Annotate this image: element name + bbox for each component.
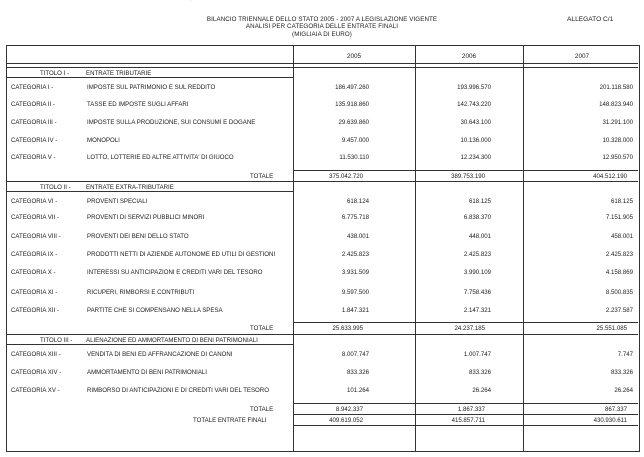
value-2005: 9.597.500 [341, 289, 369, 296]
category-code: CATEGORIA VII - [11, 214, 59, 221]
value-2005: 438.001 [346, 233, 369, 240]
totale-finali-2006: 415.857.711 [451, 417, 485, 424]
category-desc: TASSE ED IMPOSTE SUGLI AFFARI [87, 101, 189, 108]
category-code: CATEGORIA X - [11, 269, 56, 276]
category-code: CATEGORIA XI - [11, 289, 58, 296]
value-2005: 1.847.321 [341, 307, 369, 314]
value-2007: 4.158.869 [605, 269, 633, 276]
value-2006: 7.758.436 [463, 289, 491, 296]
totale-finali-label: TOTALE ENTRATE FINALI [193, 417, 267, 424]
value-2005: 618.124 [346, 198, 369, 205]
section-code: TITOLO III - [40, 337, 73, 344]
totale-2006: 1.867.337 [457, 406, 485, 413]
report-units: (MIGLIAIA DI EURO) [292, 30, 352, 38]
value-2006: 448.001 [468, 233, 491, 240]
value-2007: 7.747 [617, 351, 633, 358]
value-2005: 3.931.509 [341, 269, 369, 276]
value-2005: 833.326 [346, 369, 369, 376]
section-name: ENTRATE EXTRA-TRIBUTARIE [86, 184, 174, 191]
section-rule [6, 334, 638, 335]
value-2007: 31.291.100 [602, 119, 633, 126]
category-code: CATEGORIA I - [11, 84, 54, 91]
year-2007: 2007 [574, 53, 590, 60]
category-code: CATEGORIA XIII - [11, 351, 61, 358]
value-2005: 2.425.823 [341, 251, 369, 258]
value-2006: 833.326 [468, 369, 491, 376]
value-2005: 29.639.860 [338, 119, 369, 126]
totale-label: TOTALE [250, 406, 274, 413]
value-2006: 26.264 [472, 387, 491, 394]
section-code: TITOLO II - [40, 184, 71, 191]
value-2006: 2.147.321 [463, 307, 491, 314]
value-2006: 6.838.370 [463, 214, 491, 221]
header-rule [6, 67, 638, 68]
value-2005: 6.775.718 [341, 214, 369, 221]
value-2007: 2.237.587 [605, 307, 633, 314]
value-2007: 12.950.570 [602, 154, 633, 161]
category-desc: RICUPERI, RIMBORSI E CONTRIBUTI [87, 289, 195, 296]
category-desc: PROVENTI DI SERVIZI PUBBLICI MINORI [87, 214, 205, 221]
value-2006: 10.136.000 [460, 137, 491, 144]
section-code: TITOLO I - [40, 70, 70, 77]
value-2005: 11.530.110 [339, 154, 369, 161]
totale-2007: 404.512.190 [593, 173, 627, 180]
category-desc: PROVENTI SPECIALI [87, 198, 148, 205]
category-code: CATEGORIA XIV - [11, 369, 62, 376]
total-rule [293, 170, 638, 171]
value-2007: 2.425.823 [605, 251, 633, 258]
totale-2006: 389.753.190 [451, 173, 485, 180]
value-2006: 30.643.100 [460, 119, 491, 126]
section-rule [6, 344, 293, 345]
value-2006: 12.234.300 [460, 154, 491, 161]
value-2006: 142.743.220 [457, 101, 491, 108]
category-desc: LOTTO, LOTTERIE ED ALTRE ATTIVITA' DI GIUOCO [87, 154, 234, 161]
totale-2005: 25.633.995 [332, 325, 363, 332]
category-desc: IMPOSTE SUL PATRIMONIO E SUL REDDITO [87, 84, 216, 91]
value-2007: 618.125 [610, 198, 633, 205]
totale-2007: 25.551.085 [596, 325, 627, 332]
year-2005: 2005 [346, 53, 362, 60]
value-2007: 8.500.835 [605, 289, 633, 296]
value-2005: 101.264 [346, 387, 369, 394]
value-2006: 193.996.570 [457, 84, 491, 91]
report-subtitle: ANALISI PER CATEGORIA DELLE ENTRATE FINALI [245, 23, 399, 31]
category-desc: PRODOTTI NETTI DI AZIENDE AUTONOME ED UTILI DI GESTIONI [87, 251, 276, 258]
scan-mark: ` [190, 0, 192, 6]
category-code: CATEGORIA II - [11, 101, 55, 108]
category-desc: PROVENTI DEI BENI DELLO STATO [87, 233, 189, 240]
totale-label: TOTALE [250, 173, 274, 180]
totale-label: TOTALE [250, 325, 274, 332]
value-2005: 8.007.747 [341, 351, 369, 358]
total-rule [293, 322, 638, 323]
value-2007: 26.264 [614, 387, 633, 394]
category-desc: INTERESSI SU ANTICIPAZIONI E CREDITI VARI DEL TESORO [87, 269, 263, 276]
header-rule [6, 63, 638, 64]
allegato-label: ALLEGATO C/1 [567, 16, 614, 23]
total-rule [293, 403, 638, 404]
category-desc: AMMORTAMENTO DI BENI PATRIMONIALI [87, 369, 207, 376]
value-2007: 148.823.940 [599, 101, 633, 108]
value-2007: 10.328.000 [602, 137, 633, 144]
column-divider [415, 45, 416, 452]
value-2007: 201.118.580 [599, 84, 633, 91]
total-rule [293, 425, 638, 426]
value-2007: 458.001 [610, 233, 633, 240]
section-name: ENTRATE TRIBUTARIE [86, 70, 152, 77]
totale-2005: 375.042.720 [329, 173, 363, 180]
section-rule [6, 191, 293, 192]
category-code: CATEGORIA XII - [11, 307, 59, 314]
section-rule [6, 181, 638, 182]
report-header [0, 16, 644, 38]
section-name: ALIENAZIONE ED AMMORTAMENTO DI BENI PATRIMONIALI [86, 337, 258, 344]
totale-2007: 867.337 [604, 406, 627, 413]
totale-2005: 8.942.337 [335, 406, 363, 413]
value-2006: 3.990.109 [463, 269, 491, 276]
year-2006: 2006 [461, 53, 477, 60]
totale-finali-2007: 430.930.611 [593, 417, 627, 424]
category-code: CATEGORIA VIII - [11, 233, 61, 240]
value-2005: 135.918.860 [335, 101, 369, 108]
value-2005: 186.497.260 [335, 84, 369, 91]
value-2007: 7.151.905 [605, 214, 633, 221]
category-code: CATEGORIA VI - [11, 198, 58, 205]
category-desc: VENDITA DI BENI ED AFFRANCAZIONE DI CANONI [87, 351, 233, 358]
category-desc: PARTITE CHE SI COMPENSANO NELLA SPESA [87, 307, 223, 314]
category-desc: IMPOSTE SULLA PRODUZIONE, SUI CONSUMI E DOGANE [87, 119, 256, 126]
column-divider [523, 45, 524, 452]
value-2006: 1.007.747 [463, 351, 491, 358]
value-2006: 2.425.823 [463, 251, 491, 258]
total-rule [293, 414, 638, 415]
category-code: CATEGORIA IV - [11, 137, 58, 144]
category-code: CATEGORIA XV - [11, 387, 60, 394]
section-rule [6, 77, 293, 78]
category-code: CATEGORIA III - [11, 119, 57, 126]
totale-2006: 24.237.185 [454, 325, 485, 332]
totale-finali-2005: 409.619.052 [329, 417, 363, 424]
value-2007: 833.326 [610, 369, 633, 376]
category-code: CATEGORIA IX - [11, 251, 58, 258]
report-title: BILANCIO TRIENNALE DELLO STATO 2005 - 2007 A LEGISLAZIONE VIGENTE [206, 16, 438, 23]
value-2005: 9.457.000 [341, 137, 369, 144]
value-2006: 618.125 [468, 198, 491, 205]
category-desc: RIMBORSO DI ANTICIPAZIONI E DI CREDITI VARI DEL TESORO [87, 387, 269, 394]
category-code: CATEGORIA V - [11, 154, 56, 161]
category-desc: MONOPOLI [87, 137, 120, 144]
